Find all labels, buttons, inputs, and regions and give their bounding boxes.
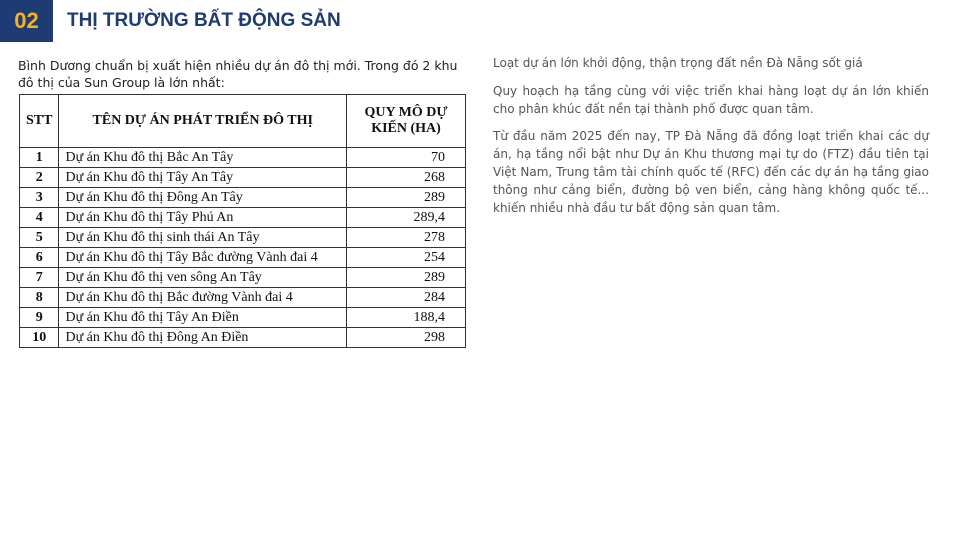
row-stt: 2 [20, 168, 59, 188]
table-row [20, 228, 466, 248]
article-paragraph: Quy hoạch hạ tầng cùng với việc triển khai hàng loạt dự án lớn khiến cho phân khúc đất nền tại thành phố được quan tâm. [493, 84, 929, 116]
row-stt: 1 [20, 148, 59, 168]
table-row [20, 288, 466, 308]
row-project-name: Dự án Khu đô thị Tây An Điền [59, 308, 347, 328]
row-project-name: Dự án Khu đô thị Tây An Tây [59, 168, 347, 188]
row-project-name: Dự án Khu đô thị Tây Phú An [59, 208, 347, 228]
header-project-name: TÊN DỰ ÁN PHÁT TRIỂN ĐÔ THỊ [59, 95, 347, 148]
article-column [493, 54, 929, 226]
table-header-row [20, 95, 466, 148]
row-area: 289 [347, 188, 466, 208]
row-area: 278 [347, 228, 466, 248]
row-project-name: Dự án Khu đô thị Đông An Tây [59, 188, 347, 208]
table-row [20, 208, 466, 228]
row-area: 289,4 [347, 208, 466, 228]
header-area [347, 95, 466, 148]
table-row [20, 328, 466, 348]
row-stt: 4 [20, 208, 59, 228]
row-area: 284 [347, 288, 466, 308]
table-row [20, 148, 466, 168]
project-table [19, 94, 466, 348]
section-number-badge: 02 [0, 0, 53, 42]
row-project-name: Dự án Khu đô thị Bắc đường Vành đai 4 [59, 288, 347, 308]
header-stt: STT [20, 95, 59, 148]
section-title: THỊ TRƯỜNG BẤT ĐỘNG SẢN [67, 10, 341, 31]
article-heading: Loạt dự án lớn khởi động, thận trọng đất nền Đà Nẵng sốt giá [493, 56, 863, 70]
row-project-name: Dự án Khu đô thị Bắc An Tây [59, 148, 347, 168]
row-stt: 9 [20, 308, 59, 328]
row-stt: 10 [20, 328, 59, 348]
table-row [20, 308, 466, 328]
row-project-name: Dự án Khu đô thị ven sông An Tây [59, 268, 347, 288]
row-stt: 3 [20, 188, 59, 208]
row-project-name: Dự án Khu đô thị Tây Bắc đường Vành đai 4 [59, 248, 347, 268]
row-stt: 7 [20, 268, 59, 288]
table-row [20, 248, 466, 268]
row-stt: 8 [20, 288, 59, 308]
row-area: 254 [347, 248, 466, 268]
row-area: 298 [347, 328, 466, 348]
row-project-name: Dự án Khu đô thị sinh thái An Tây [59, 228, 347, 248]
table-row [20, 188, 466, 208]
row-stt: 5 [20, 228, 59, 248]
row-area: 70 [347, 148, 466, 168]
intro-text: Bình Dương chuẩn bị xuất hiện nhiều dự án đô thị mới. Trong đó 2 khu đô thị của Sun Group là lớn nhất: [18, 58, 458, 90]
article-paragraph: Từ đầu năm 2025 đến nay, TP Đà Nẵng đã đồng loạt triển khai các dự án, hạ tầng nổi bật như Dự án Khu thương mại tự do (FTZ) đầu tiên tại Việt Nam, Trung tâm tài chính quốc tế (RFC) đến các dự án hạ tầng giao thông như cảng biển, đường bộ ven biển, cảng hàng không quốc tế... khiến nhiều nhà đầu tư bất động sản quan tâm. [493, 129, 929, 215]
row-area: 289 [347, 268, 466, 288]
row-area: 188,4 [347, 308, 466, 328]
header-area-text: QUY MÔ DỰ KIẾN (HA) [364, 105, 448, 136]
table-row [20, 268, 466, 288]
table-row [20, 168, 466, 188]
row-stt: 6 [20, 248, 59, 268]
row-area: 268 [347, 168, 466, 188]
row-project-name: Dự án Khu đô thị Đông An Điền [59, 328, 347, 348]
